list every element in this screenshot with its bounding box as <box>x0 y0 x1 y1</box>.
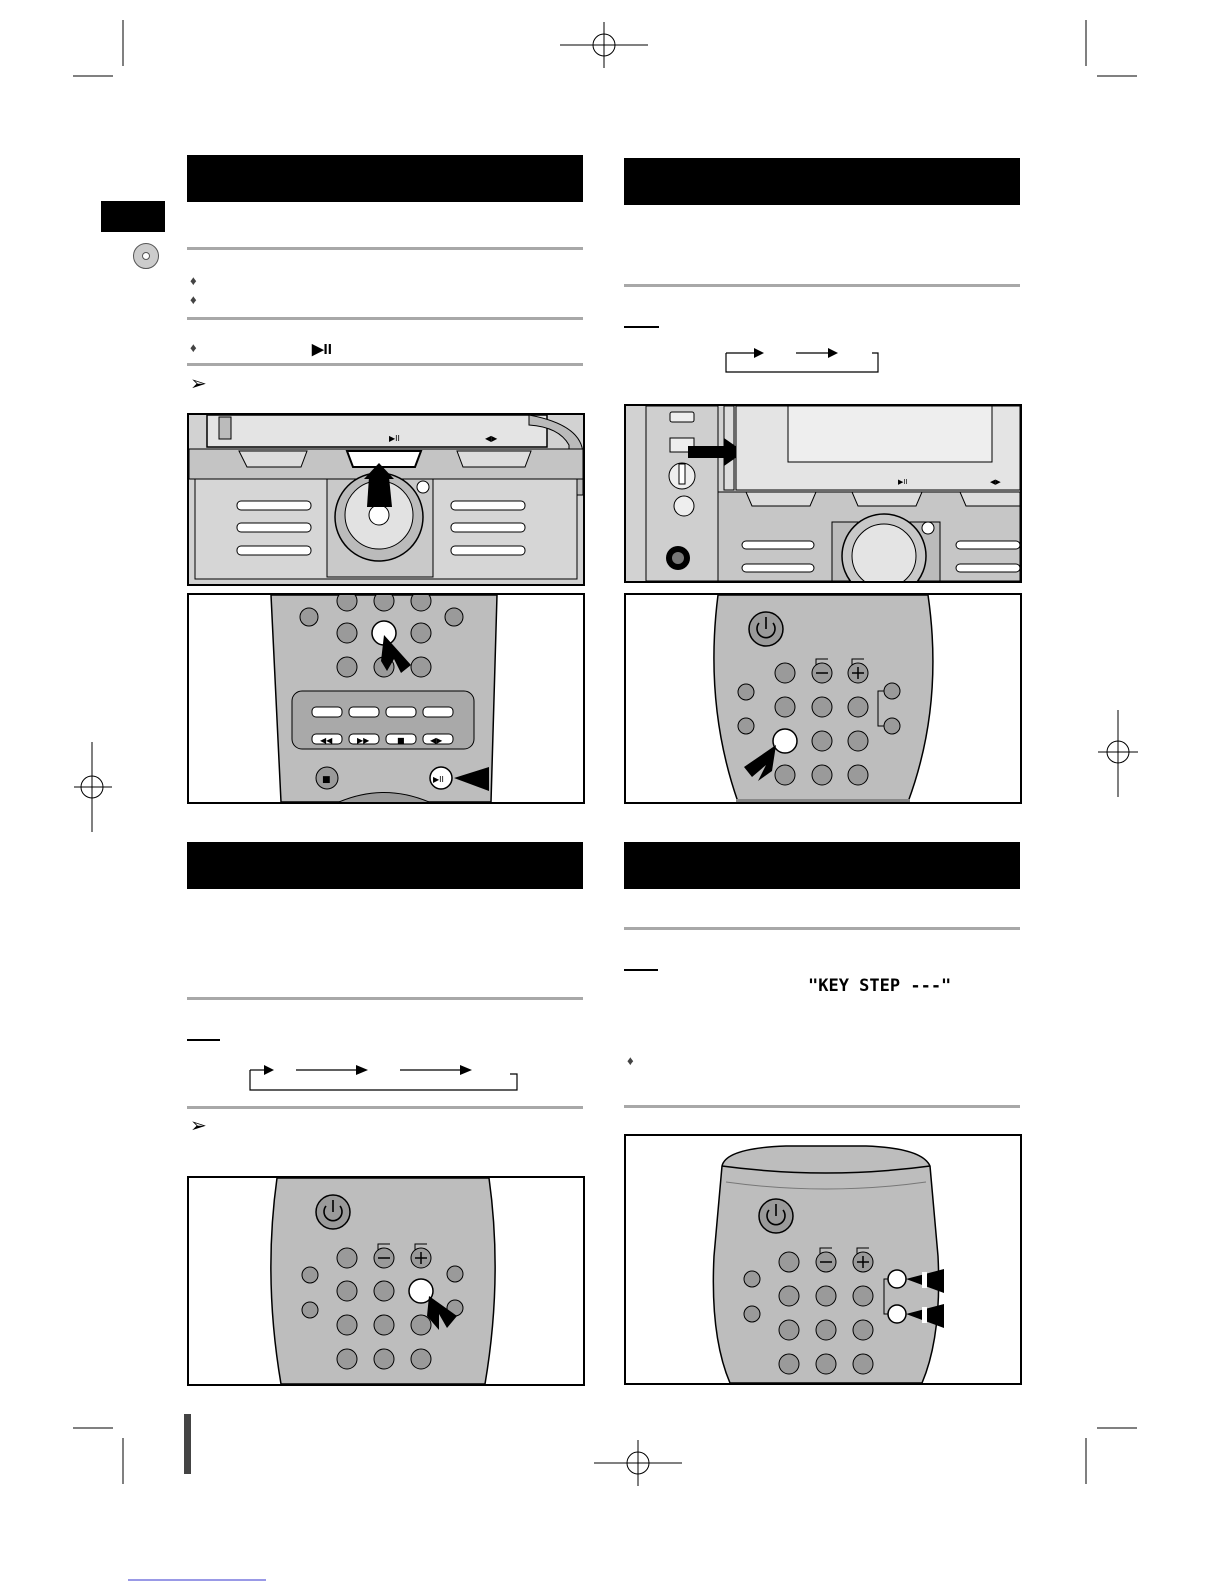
svg-text:■: ■ <box>322 775 331 785</box>
svg-text:▶II: ▶II <box>433 775 444 784</box>
section-rule <box>187 997 583 1000</box>
bullet-icon: ♦ <box>190 340 197 355</box>
section-header-bar-4 <box>624 842 1020 889</box>
section-header-bar-2 <box>624 158 1020 205</box>
svg-text:▶▶: ▶▶ <box>357 736 370 745</box>
language-tab <box>101 201 165 232</box>
main-unit-side-illustration <box>624 404 1022 583</box>
svg-text:▶II: ▶II <box>389 434 400 443</box>
remote-illustration-top-right <box>624 593 1022 804</box>
note-arrow-icon: ➢ <box>190 373 207 395</box>
section-rule <box>624 1105 1020 1108</box>
svg-text:◀▶: ◀▶ <box>990 478 1001 486</box>
disc-icon <box>133 243 159 269</box>
section-rule <box>624 927 1020 930</box>
note-underline <box>187 1039 220 1041</box>
note-underline <box>624 326 659 328</box>
bullet-icon: ♦ <box>190 273 197 288</box>
note-underline <box>624 969 658 971</box>
section-rule <box>187 1106 583 1109</box>
remote-illustration-key-control <box>624 1134 1022 1385</box>
play-pause-icon: ▶II <box>312 341 332 358</box>
section-header-bar-3 <box>187 842 583 889</box>
bullet-icon: ♦ <box>190 292 197 307</box>
remote-illustration-bottom-left <box>187 1176 585 1386</box>
section-rule <box>187 363 583 366</box>
section-rule <box>187 247 583 250</box>
svg-text:◀▶: ◀▶ <box>430 736 443 745</box>
section-rule <box>187 317 583 320</box>
svg-text:◀▶: ◀▶ <box>485 434 498 443</box>
note-arrow-icon: ➢ <box>190 1115 207 1137</box>
section-header-bar-1 <box>187 155 583 202</box>
bullet-icon: ♦ <box>627 1053 634 1068</box>
remote-illustration-play <box>187 593 585 804</box>
section-rule <box>624 284 1020 287</box>
cycle-diagram-2 <box>720 345 885 377</box>
key-step-display-text: "KEY STEP ---" <box>808 976 952 996</box>
svg-text:■: ■ <box>397 736 405 745</box>
main-unit-illustration <box>187 413 585 586</box>
svg-text:▶II: ▶II <box>898 478 908 486</box>
cycle-diagram-3 <box>244 1062 522 1094</box>
svg-text:◀◀: ◀◀ <box>320 736 333 745</box>
